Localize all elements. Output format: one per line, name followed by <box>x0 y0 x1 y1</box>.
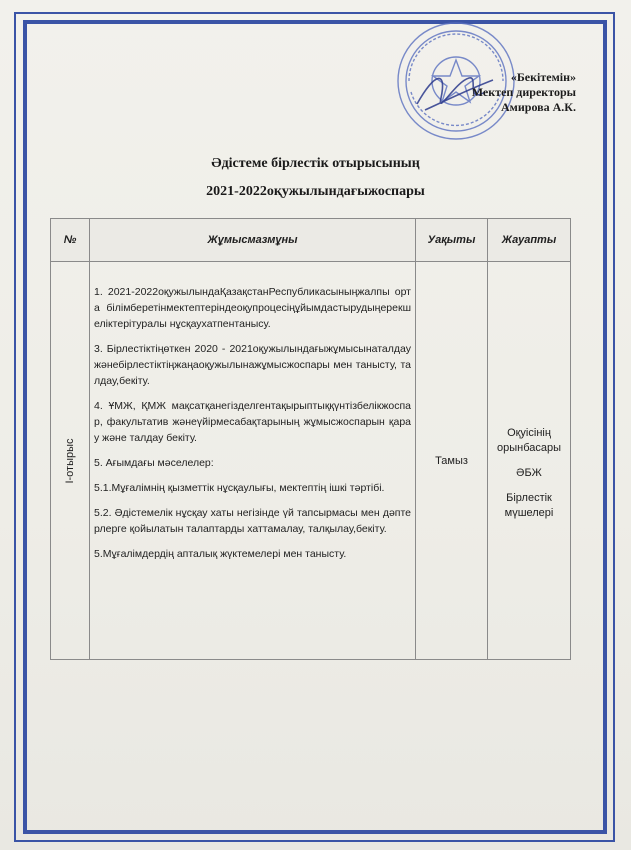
list-item: 1. 2021-2022оқужылындаҚазақстанРеспубликасыныңжалпы орта білімберетінмектептеріндеоқупроцесіңұйымдастырудыңерекшеліктерітуралы нұсқаухатпентанысу. <box>94 286 411 330</box>
responsible-members: Бірлестік мүшелері <box>504 492 554 519</box>
session-cell <box>51 262 90 660</box>
responsible-cell <box>488 262 571 660</box>
list-item: 3. Бірлестіктіңөткен 2020 - 2021оқужылындағыжұмысынаталдау жәнебірлестіктіңжаңаоқужылынажұмысжоспары мен танысту, талдау,бекіту. <box>94 343 411 387</box>
approval-block <box>472 70 576 115</box>
responsible-deputy: Оқуісінің орынбасары <box>496 427 562 454</box>
table-header-row <box>51 219 571 262</box>
column-header-number: № <box>51 219 90 262</box>
column-header-content: Жұмысмазмұны <box>90 219 416 262</box>
plan-table <box>50 218 571 660</box>
document-title: Әдістеме бірлестік отырысының <box>211 156 420 171</box>
column-header-responsible: Жауапты <box>488 219 571 262</box>
document-subtitle: 2021-2022оқужылындағыжоспары <box>206 184 425 199</box>
list-item: 5.1.Мұғалімнің қызметтік нұсқаулығы, мектептің ішкі тәртібі. <box>94 482 385 494</box>
approval-title: «Бекітемін» <box>510 70 576 84</box>
table-row <box>51 262 571 660</box>
approval-position: Мектеп директоры <box>471 85 576 99</box>
list-item: 4. ҰМЖ, ҚМЖ мақсатқанегізделгентақырыптыққүнтізбелікжоспар, факультатив жәнеүйірмесабақтарының жұмысжоспарын қарау және талдау бекіту. <box>94 400 411 444</box>
approval-name: Амирова А.К. <box>501 100 576 114</box>
column-header-time: Уақыты <box>416 219 488 262</box>
month-cell: Тамыз <box>416 262 488 660</box>
responsible-abzh: ӘБЖ <box>516 467 542 479</box>
list-item: 5.2. Әдістемелік нұсқау хаты негізінде үй тапсырмасы мен дәптерлерге қойылатын талаптарды хаттамалау, талқылау,бекіту. <box>94 507 411 535</box>
list-item: 5. Ағымдағы мәселелер: <box>94 457 214 469</box>
list-item: 5.Мұғалімдердің апталық жүктемелері мен танысту. <box>94 548 347 560</box>
session-label: І-отырыс <box>64 437 76 484</box>
content-cell <box>90 262 416 660</box>
